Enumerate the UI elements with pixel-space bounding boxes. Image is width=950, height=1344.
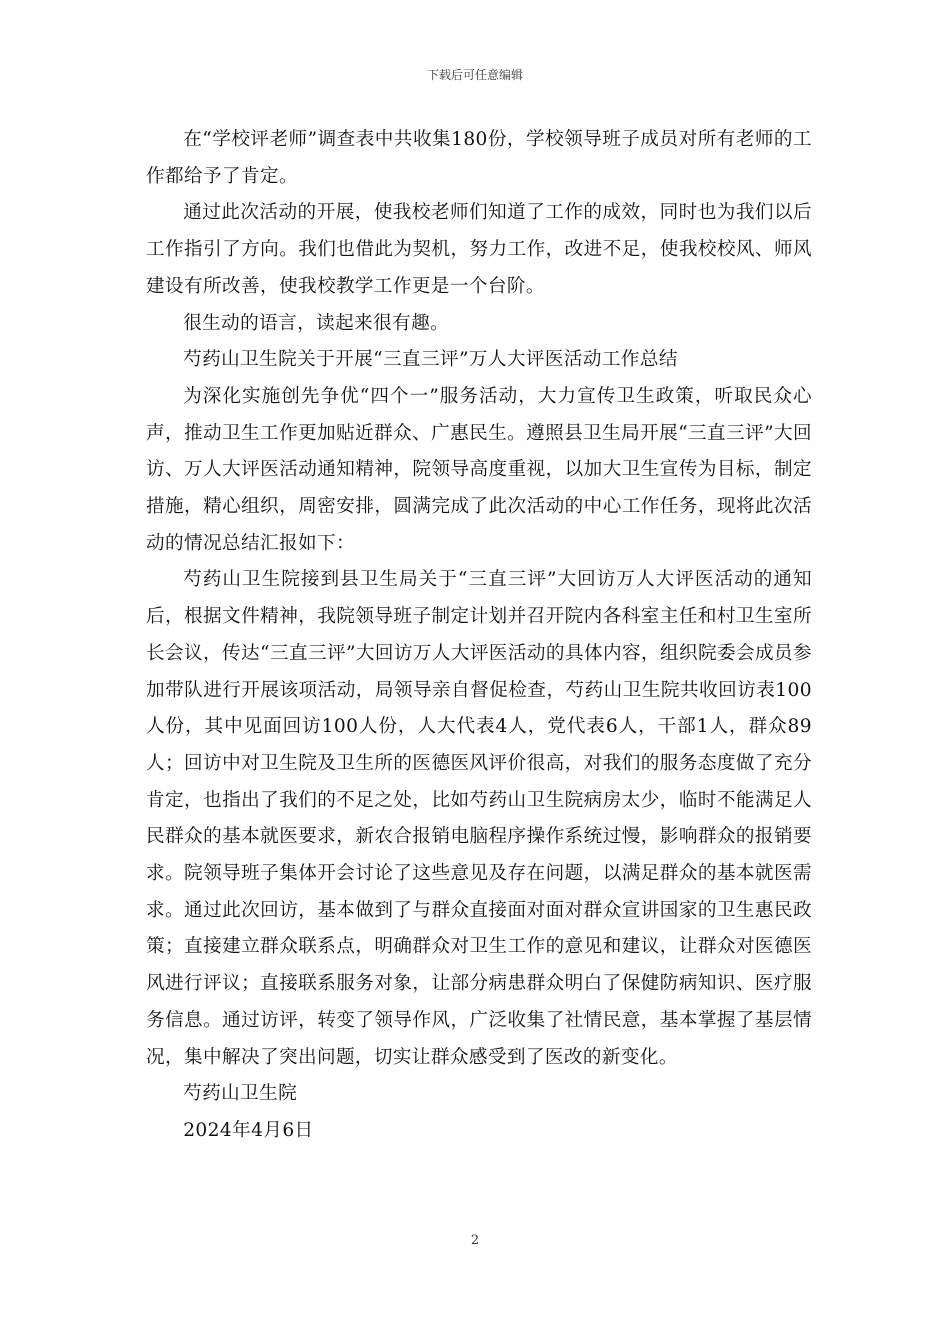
page-number: 2: [470, 1233, 480, 1248]
paragraph-comment: 很生动的语言，读起来很有趣。: [183, 312, 450, 334]
paragraph-main-report: 芍药山卫生院接到县卫生局关于“三直三评”大回访万人大评医活动的通知后，根据文件精神，我院领导班子制定计划并召开院内各科室主任和村卫生室所长会议，传达“三直三评”大回访万人大评医活动的具体内容，组织院委会成员参加带队进行开展该项活动，局领导亲自督促检查，芍药山卫生院共收回访表100人份，其中见面回访100人份，人大代表4人，党代表6人，干部1人，群众89人；回访中对卫生院及卫生所的医德医风评价很高，对我们的服务态度做了充分肯定，也指出了我们的不足之处，比如芍药山卫生院病房太少，临时不能满足人民群众的基本就医要求，新农合报销电脑程序操作系统过慢，影响群众的报销要求。院领导班子集体开会讨论了这些意见及存在问题，以满足群众的基本就医需求。通过此次回访，基本做到了与群众直接面对面对群众宣讲国家的卫生惠民政策；直接建立群众联系点，明确群众对卫生工作的意见和建议，让群众对医德医风进行评议；直接联系服务对象，让部分病患群众明白了保健防病知识、医疗服务信息。通过访评，转变了领导作风，广泛收集了社情民意，基本掌握了基层情况，集中解决了突出问题，切实让群众感受到了医改的新变化。: [146, 569, 812, 1068]
signature-organization: 芍药山卫生院: [183, 1083, 298, 1105]
paragraph-report-title: 芍药山卫生院关于开展“三直三评”万人大评医活动工作总结: [183, 349, 678, 371]
paragraph-survey-result: 在“学校评老师”调查表中共收集180份，学校领导班子成员对所有老师的工作都给予了肯定。: [146, 129, 812, 187]
paragraph-introduction: 为深化实施创先争优“四个一”服务活动，大力宣传卫生政策，听取民众心声，推动卫生工作更加贴近群众、广惠民生。遵照县卫生局开展“三直三评”大回访、万人大评医活动通知精神，院领导高度重视，以加大卫生宣传为目标，制定措施，精心组织，周密安排，圆满完成了此次活动的中心工作任务，现将此次活动的情况总结汇报如下：: [146, 385, 812, 554]
paragraph-activity-outcome: 通过此次活动的开展，使我校老师们知道了工作的成效，同时也为我们以后工作指引了方向。我们也借此为契机，努力工作，改进不足，使我校校风、师风建设有所改善，使我校教学工作更是一个台阶。: [146, 202, 812, 297]
page-header: 下载后可任意编辑: [426, 68, 523, 82]
signature-date: 2024年4月6日: [183, 1119, 314, 1141]
document-body: [146, 122, 812, 1150]
